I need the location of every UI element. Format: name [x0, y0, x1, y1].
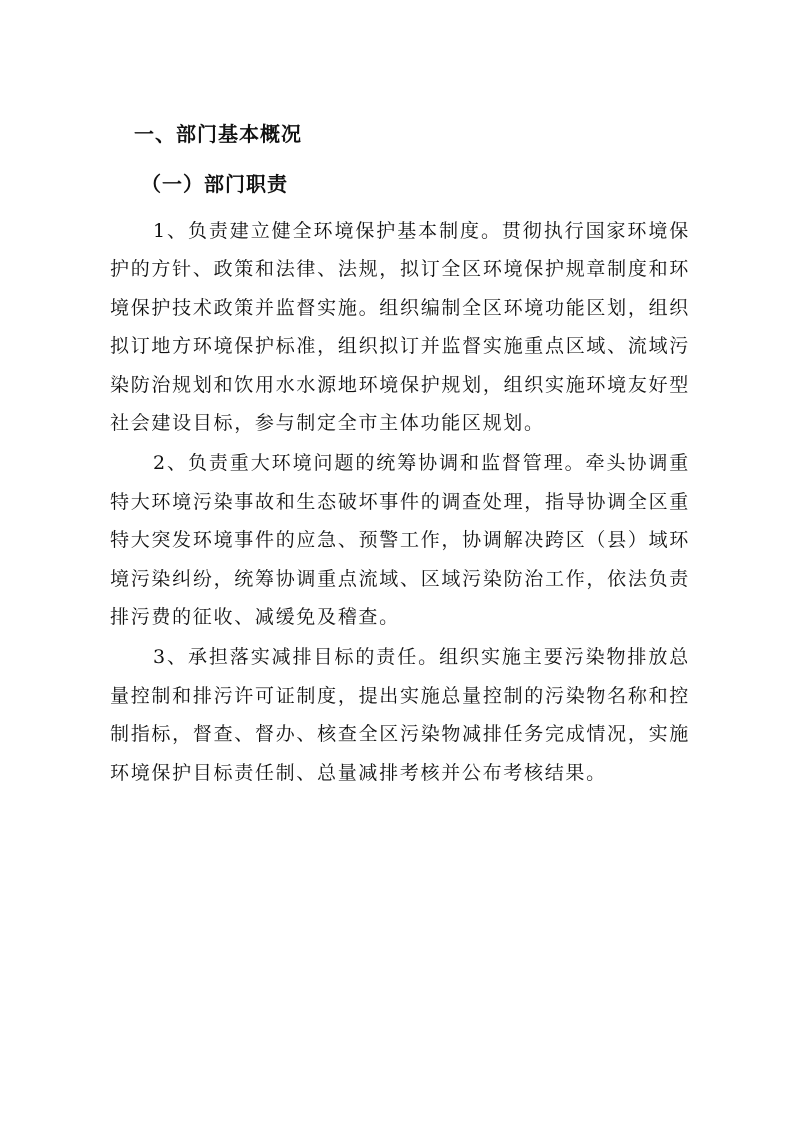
- section-heading: 一、部门基本概况: [134, 122, 302, 146]
- subsection-heading: （一）部门职责: [141, 172, 288, 196]
- document-body: [110, 120, 690, 794]
- paragraph-3: 3、承担落实减排目标的责任。组织实施主要污染物排放总量控制和排污许可证制度，提出实施总量控制的污染物名称和控制指标，督查、督办、核查全区污染物减排任务完成情况，实施环境保护目标责任制、总量减排考核并公布考核结果。: [110, 646, 690, 784]
- paragraph-1: 1、负责建立健全环境保护基本制度。贯彻执行国家环境保护的方针、政策和法律、法规，拟订全区环境保护规章制度和环境保护技术政策并监督实施。组织编制全区环境功能区划，组织拟订地方环境保护标准，组织拟订并监督实施重点区域、流域污染防治规划和饮用水水源地环境保护规划，组织实施环境友好型社会建设目标，参与制定全市主体功能区规划。: [110, 220, 690, 435]
- paragraph-2: 2、负责重大环境问题的统筹协调和监督管理。牵头协调重特大环境污染事故和生态破坏事件的调查处理，指导协调全区重特大突发环境事件的应急、预警工作，协调解决跨区（县）域环境污染纠纷，统筹协调重点流域、区域污染防治工作，依法负责排污费的征收、减缓免及稽查。: [110, 452, 690, 629]
